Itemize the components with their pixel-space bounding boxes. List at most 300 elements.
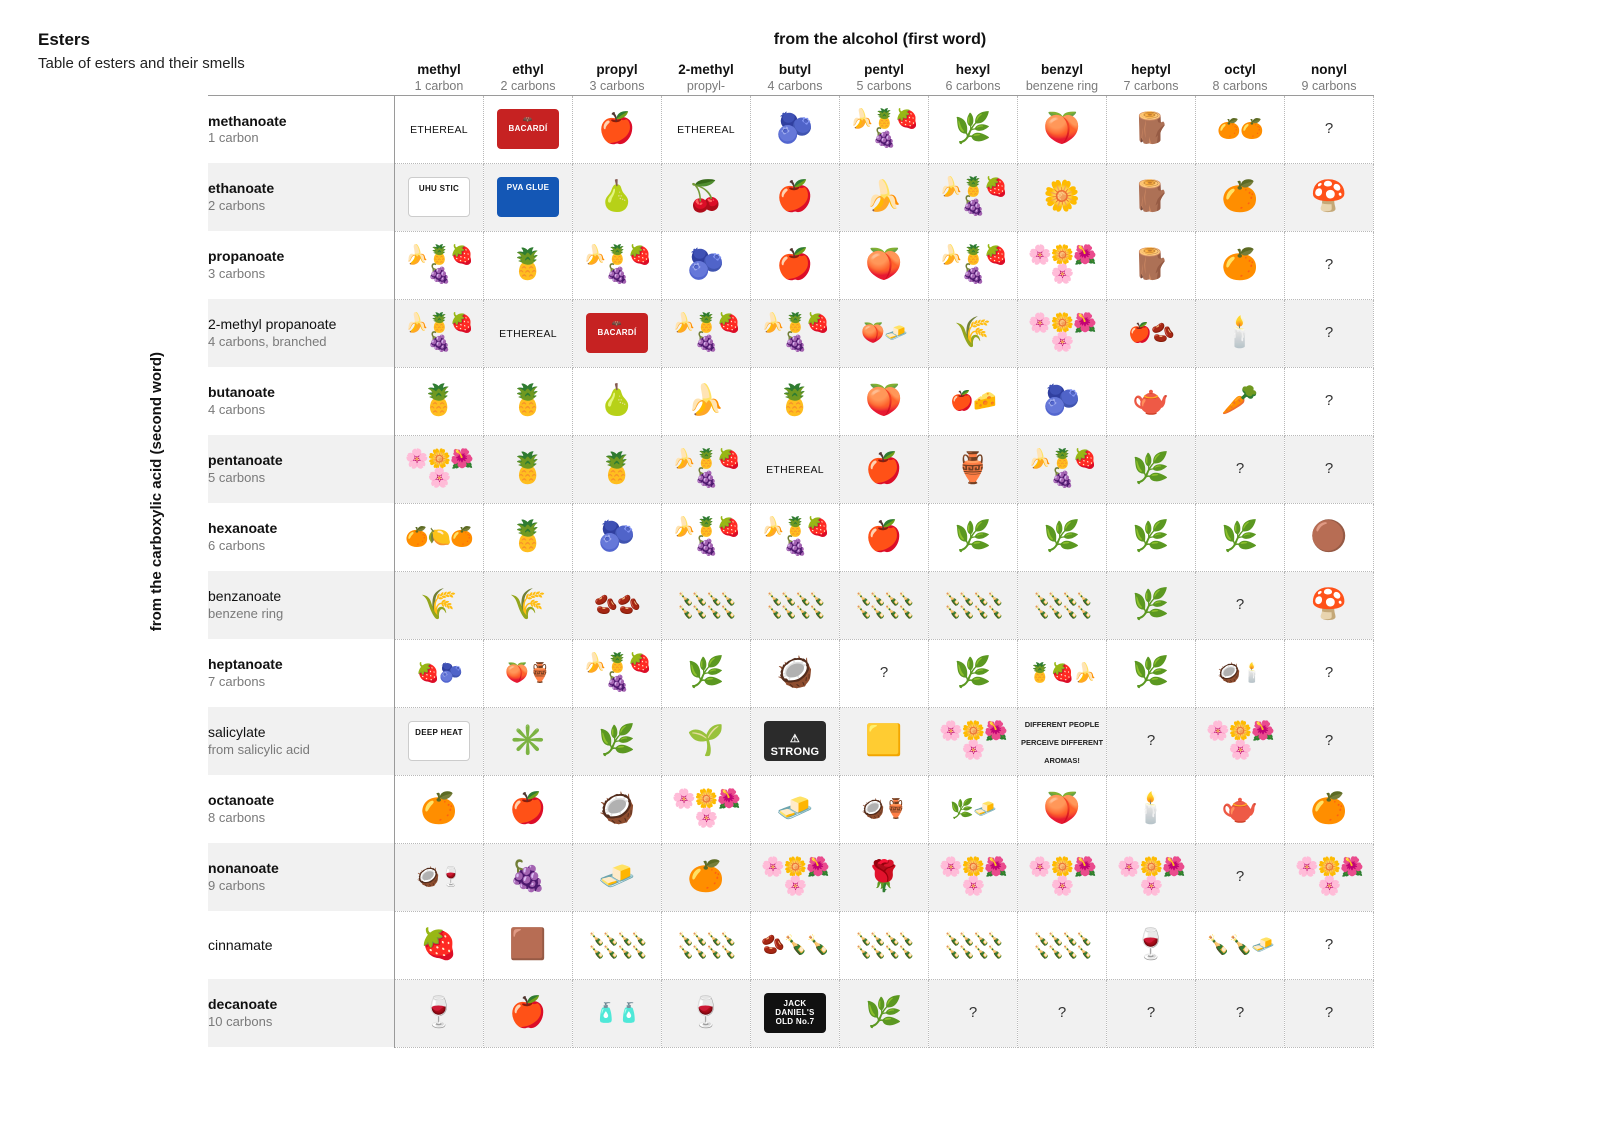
whisky-jug-icon: 🏺 <box>954 452 992 485</box>
green-leaf-icon: 🌿 <box>1132 588 1170 621</box>
berries-icon: 🍓🫐 <box>416 662 462 684</box>
table-row <box>208 231 1374 299</box>
fruit-mix-icon: 🍌🍍🍓🍇 <box>405 313 473 353</box>
cell-octanoate-propyl <box>573 775 662 843</box>
unknown-marker: ? <box>1324 936 1334 953</box>
cell-hexanoate-heptyl <box>1107 503 1196 571</box>
column-header-name: pentyl <box>864 62 904 77</box>
cell-heptanoate-propyl <box>573 639 662 707</box>
column-header-octyl <box>1196 62 1285 95</box>
butter-icon: 🧈 <box>776 792 814 825</box>
wintergreen-plant-icon: 🌱 <box>687 724 725 757</box>
cell-pentanoate-benzyl <box>1018 435 1107 503</box>
cell-methanoate-propyl <box>573 95 662 163</box>
vanilla-orchid-icon: 🌾 <box>420 588 458 621</box>
cell-propanoate-hexyl <box>929 231 1018 299</box>
cell-butanoate-ethyl <box>484 367 573 435</box>
cell-benzanoate-hexyl <box>929 571 1018 639</box>
cell-butanoate-heptyl <box>1107 367 1196 435</box>
deep-heat-icon: DEEP HEAT <box>408 721 470 761</box>
table-row <box>208 571 1374 639</box>
cell-butanoate-octyl <box>1196 367 1285 435</box>
ethereal-label: ETHEREAL <box>766 464 824 476</box>
green-leaf-icon: 🌿 <box>954 656 992 689</box>
pineapple-icon: 🍍 <box>509 248 547 281</box>
column-header-pentyl <box>840 62 929 95</box>
apricot-icon: 🍑 <box>865 248 903 281</box>
cell-salicylate-hexyl <box>929 707 1018 775</box>
apricot-icon: 🍑 <box>1043 112 1081 145</box>
cell-decanoate-pentyl <box>840 979 929 1047</box>
table-row <box>208 639 1374 707</box>
apricot-icon: 🍑 <box>1043 792 1081 825</box>
wood-log-icon: 🪵 <box>1132 112 1170 145</box>
cell-propanoate-octyl <box>1196 231 1285 299</box>
cell-hexanoate-benzyl <box>1018 503 1107 571</box>
cell-butanoate-methyl <box>395 367 484 435</box>
cell-butanoate-propyl <box>573 367 662 435</box>
row-header-salicylate <box>208 707 395 775</box>
cell-methanoate-2-methyl <box>662 95 751 163</box>
cell-nonanoate-octyl <box>1196 843 1285 911</box>
row-header-name: salicylate <box>208 724 266 741</box>
cell-benzanoate-heptyl <box>1107 571 1196 639</box>
cell-cinnamate-butyl <box>751 911 840 979</box>
candle-icon: 🕯️ <box>1221 316 1259 349</box>
cell-2-methyl-propanoate-benzyl <box>1018 299 1107 367</box>
unknown-marker: ? <box>1324 324 1334 341</box>
row-header-name: propanoate <box>208 248 285 265</box>
cell-methanoate-ethyl <box>484 95 573 163</box>
wine-bottles-icon: 🍾🍾🍾🍾 🍾🍾🍾🍾 <box>677 591 735 619</box>
cell-propanoate-butyl <box>751 231 840 299</box>
cell-decanoate-heptyl <box>1107 979 1196 1047</box>
flowers-icon: 🌸🌼🌺🌸 <box>1206 721 1274 761</box>
row-header-sub: 5 carbons <box>208 469 266 485</box>
row-header-propanoate <box>208 231 395 299</box>
cell-heptanoate-butyl <box>751 639 840 707</box>
cherry-icon: 🍒 <box>687 180 725 213</box>
cell-cinnamate-ethyl <box>484 911 573 979</box>
cell-hexanoate-2-methyl <box>662 503 751 571</box>
cell-pentanoate-methyl <box>395 435 484 503</box>
fruit-mix-icon: 🍌🍍🍓🍇 <box>761 517 829 557</box>
cell-methanoate-butyl <box>751 95 840 163</box>
cell-benzanoate-butyl <box>751 571 840 639</box>
column-header-butyl <box>751 62 840 95</box>
cell-propanoate-nonyl <box>1285 231 1374 299</box>
cell-nonanoate-methyl <box>395 843 484 911</box>
cell-decanoate-octyl <box>1196 979 1285 1047</box>
bacardi-logo: 🦇 BACARDÍ <box>497 109 559 149</box>
cell-hexanoate-butyl <box>751 503 840 571</box>
cell-ethanoate-propyl <box>573 163 662 231</box>
row-header-name: heptanoate <box>208 656 283 673</box>
flowers-icon: 🌸🌼🌺🌸 <box>1117 857 1185 897</box>
cell-pentanoate-heptyl <box>1107 435 1196 503</box>
jack-daniels-icon: JACK DANIEL'S OLD No.7 <box>764 993 826 1033</box>
cell-2-methyl-propanoate-nonyl <box>1285 299 1374 367</box>
cell-propanoate-benzyl <box>1018 231 1107 299</box>
cell-ethanoate-hexyl <box>929 163 1018 231</box>
row-header-sub: 3 carbons <box>208 265 266 281</box>
wine-glass-icon: 🍷 <box>1132 928 1170 961</box>
candle-icon: 🕯️ <box>1132 792 1170 825</box>
fruit-mix-icon: 🍌🍍🍓🍇 <box>939 177 1007 217</box>
ethereal-label: ETHEREAL <box>410 124 468 136</box>
cell-propanoate-propyl <box>573 231 662 299</box>
apple-cheese-icon: 🍎🧀 <box>950 390 996 412</box>
flowers-icon: 🌸🌼🌺🌸 <box>1028 313 1096 353</box>
cell-salicylate-heptyl <box>1107 707 1196 775</box>
column-header-name: propyl <box>596 62 638 77</box>
column-header-name: methyl <box>417 62 461 77</box>
column-header-name: 2-methyl <box>678 62 734 77</box>
row-header-decanoate <box>208 979 395 1047</box>
cell-methanoate-pentyl <box>840 95 929 163</box>
unknown-marker: ? <box>968 1004 978 1021</box>
row-header-cinnamate <box>208 911 395 979</box>
bottles-butter-icon: 🍾🍾🧈 <box>1206 934 1274 956</box>
cocoa-wine-icon: 🫘🍾🍾 <box>761 934 829 956</box>
orange-icon: 🍊 <box>1221 248 1259 281</box>
cell-nonanoate-ethyl <box>484 843 573 911</box>
column-header-heptyl <box>1107 62 1196 95</box>
ethereal-label: ETHEREAL <box>677 124 735 136</box>
row-header-sub: 6 carbons <box>208 537 266 553</box>
column-header-sub: 3 carbons <box>589 78 645 93</box>
cell-methanoate-methyl <box>395 95 484 163</box>
column-header-sub: 4 carbons <box>767 78 823 93</box>
column-header-row <box>208 62 1374 95</box>
cell-nonanoate-2-methyl <box>662 843 751 911</box>
cell-ethanoate-2-methyl <box>662 163 751 231</box>
cell-butanoate-nonyl <box>1285 367 1374 435</box>
uhu-glue-icon: UHU STIC <box>408 177 470 217</box>
cell-nonanoate-nonyl <box>1285 843 1374 911</box>
orange-icon: 🍊 <box>1221 180 1259 213</box>
cell-hexanoate-ethyl <box>484 503 573 571</box>
row-header-butanoate <box>208 367 395 435</box>
cell-2-methyl-propanoate-pentyl <box>840 299 929 367</box>
cell-decanoate-benzyl <box>1018 979 1107 1047</box>
flowers-icon: 🌸🌼🌺🌸 <box>939 721 1007 761</box>
blackberry-icon: 🫐 <box>598 520 636 553</box>
cell-salicylate-methyl <box>395 707 484 775</box>
cell-decanoate-butyl <box>751 979 840 1047</box>
row-header-sub: 4 carbons <box>208 401 266 417</box>
cell-nonanoate-heptyl <box>1107 843 1196 911</box>
citrus-fruit-icon: 🍊🍋🍊 <box>405 526 473 548</box>
apricot-jug-icon: 🍑🏺 <box>505 662 551 684</box>
cell-hexanoate-pentyl <box>840 503 929 571</box>
cinnamon-icon: 🟫 <box>509 928 547 961</box>
cell-salicylate-propyl <box>573 707 662 775</box>
cell-2-methyl-propanoate-hexyl <box>929 299 1018 367</box>
cell-methanoate-octyl <box>1196 95 1285 163</box>
fruit-mix-icon: 🍌🍍🍓🍇 <box>672 449 740 489</box>
cell-benzanoate-ethyl <box>484 571 573 639</box>
cell-decanoate-ethyl <box>484 979 573 1047</box>
row-header-sub: 1 carbon <box>208 129 259 145</box>
cell-hexanoate-octyl <box>1196 503 1285 571</box>
grid-corner <box>208 62 395 95</box>
fruit-mix-icon: 🍌🍍🍓🍇 <box>405 245 473 285</box>
column-header-propyl <box>573 62 662 95</box>
cell-salicylate-2-methyl <box>662 707 751 775</box>
cell-pentanoate-nonyl <box>1285 435 1374 503</box>
unknown-marker: ? <box>1324 460 1334 477</box>
wood-log-icon: 🪵 <box>1132 180 1170 213</box>
cell-nonanoate-butyl <box>751 843 840 911</box>
cell-2-methyl-propanoate-butyl <box>751 299 840 367</box>
grapes-icon: 🍇 <box>509 860 547 893</box>
wine-bottles-icon: 🍾🍾🍾🍾 🍾🍾🍾🍾 <box>677 931 735 959</box>
wine-bottles-icon: 🍾🍾🍾🍾 🍾🍾🍾🍾 <box>855 931 913 959</box>
oil-bottles-icon: 🧴🧴 <box>594 1002 640 1024</box>
cell-hexanoate-propyl <box>573 503 662 571</box>
wood-log-icon: 🪵 <box>1132 248 1170 281</box>
cell-butanoate-butyl <box>751 367 840 435</box>
straw-bale-icon: 🟨 <box>865 724 903 757</box>
cell-methanoate-nonyl <box>1285 95 1374 163</box>
row-header-benzanoate <box>208 571 395 639</box>
row-header-name: nonanoate <box>208 860 279 877</box>
cell-benzanoate-nonyl <box>1285 571 1374 639</box>
unknown-marker: ? <box>1324 664 1334 681</box>
apricot-butter-icon: 🍑🧈 <box>861 322 907 344</box>
cell-octanoate-ethyl <box>484 775 573 843</box>
cell-decanoate-nonyl <box>1285 979 1374 1047</box>
cell-nonanoate-pentyl <box>840 843 929 911</box>
green-leaf-icon: 🌿 <box>954 520 992 553</box>
pineapple-icon: 🍍 <box>509 520 547 553</box>
table-row <box>208 775 1374 843</box>
cell-benzanoate-propyl <box>573 571 662 639</box>
row-header-name: ethanoate <box>208 180 275 197</box>
cell-benzanoate-2-methyl <box>662 571 751 639</box>
table-row <box>208 435 1374 503</box>
mushroom-icon: 🍄 <box>1310 180 1348 213</box>
cell-decanoate-methyl <box>395 979 484 1047</box>
cell-cinnamate-2-methyl <box>662 911 751 979</box>
green-tea-icon: 🫖 <box>1221 792 1259 825</box>
cell-nonanoate-propyl <box>573 843 662 911</box>
row-header-sub: 4 carbons, branched <box>208 333 327 349</box>
plum-icon: 🫐 <box>1043 384 1081 417</box>
column-axis-title: from the alcohol (first word) <box>773 31 987 48</box>
cell-octanoate-hexyl <box>929 775 1018 843</box>
wine-bottles-icon: 🍾🍾🍾🍾 🍾🍾🍾🍾 <box>944 931 1002 959</box>
cell-heptanoate-heptyl <box>1107 639 1196 707</box>
orange-icon: 🍊 <box>420 792 458 825</box>
row-header-name: benzanoate <box>208 588 282 605</box>
flowers-icon: 🌸🌼🌺🌸 <box>405 449 473 489</box>
cell-pentanoate-ethyl <box>484 435 573 503</box>
cell-octanoate-methyl <box>395 775 484 843</box>
column-header-name: benzyl <box>1040 62 1083 77</box>
column-header-2-methyl <box>662 62 751 95</box>
cell-2-methyl-propanoate-heptyl <box>1107 299 1196 367</box>
different-people-note: DIFFERENT PEOPLE PERCEIVE DIFFERENT AROMAS! <box>1020 720 1104 765</box>
column-header-name: butyl <box>778 62 812 77</box>
cell-2-methyl-propanoate-ethyl <box>484 299 573 367</box>
unknown-marker: ? <box>1324 256 1334 273</box>
column-header-benzyl <box>1018 62 1107 95</box>
column-header-sub: propyl- <box>686 78 726 93</box>
cell-heptanoate-2-methyl <box>662 639 751 707</box>
row-header-ethanoate <box>208 163 395 231</box>
cell-salicylate-pentyl <box>840 707 929 775</box>
column-header-name: octyl <box>1224 62 1256 77</box>
cell-salicylate-nonyl <box>1285 707 1374 775</box>
cell-benzanoate-pentyl <box>840 571 929 639</box>
cell-hexanoate-hexyl <box>929 503 1018 571</box>
cell-ethanoate-octyl <box>1196 163 1285 231</box>
green-leaf-icon: 🌿 <box>954 112 992 145</box>
cell-butanoate-benzyl <box>1018 367 1107 435</box>
wine-bottles-icon: 🍾🍾🍾🍾 🍾🍾🍾🍾 <box>855 591 913 619</box>
orange-grapefruit-icon: 🍊🍊 <box>1217 118 1263 140</box>
apple-icon: 🍎 <box>776 248 814 281</box>
column-header-sub: 5 carbons <box>856 78 912 93</box>
row-header-name: hexanoate <box>208 520 278 537</box>
table-row <box>208 979 1374 1047</box>
column-header-name: ethyl <box>512 62 544 77</box>
cell-butanoate-2-methyl <box>662 367 751 435</box>
column-header-sub: 2 carbons <box>500 78 556 93</box>
cell-pentanoate-propyl <box>573 435 662 503</box>
cell-propanoate-pentyl <box>840 231 929 299</box>
pineapple-icon: 🍍 <box>776 384 814 417</box>
column-header-hexyl <box>929 62 1018 95</box>
green-leaf-butter-icon: 🌿🧈 <box>950 798 996 820</box>
cell-methanoate-benzyl <box>1018 95 1107 163</box>
column-header-name: hexyl <box>955 62 991 77</box>
table-row <box>208 843 1374 911</box>
unknown-marker: ? <box>1324 120 1334 137</box>
column-header-sub: 9 carbons <box>1301 78 1357 93</box>
cell-salicylate-octyl <box>1196 707 1285 775</box>
star-anise-icon: ✳️ <box>509 724 547 757</box>
cell-octanoate-2-methyl <box>662 775 751 843</box>
cell-2-methyl-propanoate-octyl <box>1196 299 1285 367</box>
row-header-octanoate <box>208 775 395 843</box>
table-row <box>208 299 1374 367</box>
cell-heptanoate-hexyl <box>929 639 1018 707</box>
cell-hexanoate-methyl <box>395 503 484 571</box>
cell-pentanoate-hexyl <box>929 435 1018 503</box>
cell-cinnamate-heptyl <box>1107 911 1196 979</box>
wine-glass-icon: 🍷 <box>687 996 725 1029</box>
cell-octanoate-nonyl <box>1285 775 1374 843</box>
coconut-icon: 🥥 <box>776 656 814 689</box>
row-header-hexanoate <box>208 503 395 571</box>
row-header-sub: 9 carbons <box>208 877 266 893</box>
coconut-jug-icon: 🥥🏺 <box>861 798 907 820</box>
mushroom-icon: 🍄 <box>1310 588 1348 621</box>
cell-octanoate-benzyl <box>1018 775 1107 843</box>
ethereal-label: ETHEREAL <box>499 328 557 340</box>
fruit-pineapple-icon: 🍍🍓🍌 <box>1028 662 1096 684</box>
cell-ethanoate-methyl <box>395 163 484 231</box>
green-tea-icon: 🫖 <box>1132 384 1170 417</box>
cell-decanoate-propyl <box>573 979 662 1047</box>
mint-icon: 🌿 <box>598 724 636 757</box>
cell-heptanoate-benzyl <box>1018 639 1107 707</box>
row-header-2-methyl-propanoate <box>208 299 395 367</box>
apple-icon: 🍎 <box>509 996 547 1029</box>
unknown-marker: ? <box>1146 732 1156 749</box>
cell-heptanoate-methyl <box>395 639 484 707</box>
cell-octanoate-heptyl <box>1107 775 1196 843</box>
cell-salicylate-butyl <box>751 707 840 775</box>
fruit-mix-icon: 🍌🍍🍓🍇 <box>583 653 651 693</box>
unknown-marker: ? <box>1057 1004 1067 1021</box>
pva-glue-icon: PVA GLUE <box>497 177 559 217</box>
green-leaf-icon: 🌿 <box>1132 656 1170 689</box>
green-leaf-icon: 🌿 <box>1043 520 1081 553</box>
pear-icon: 🍐 <box>598 384 636 417</box>
green-leaf-icon: 🌿 <box>1132 452 1170 485</box>
column-header-sub: 8 carbons <box>1212 78 1268 93</box>
pineapple-icon: 🍍 <box>509 384 547 417</box>
fruit-mix-icon: 🍌🍍🍓🍇 <box>1028 449 1096 489</box>
row-header-sub: benzene ring <box>208 605 284 621</box>
dates-icon: 🫘🫘 <box>594 594 640 616</box>
apple-icon: 🍎 <box>776 180 814 213</box>
row-header-name: methanoate <box>208 112 287 129</box>
cell-heptanoate-ethyl <box>484 639 573 707</box>
coconut-icon: 🥥 <box>598 792 636 825</box>
cell-hexanoate-nonyl <box>1285 503 1374 571</box>
vanilla-orchid-icon: 🌾 <box>509 588 547 621</box>
raspberry-icon: 🫐 <box>776 112 814 145</box>
pineapple-icon: 🍍 <box>598 452 636 485</box>
cell-pentanoate-octyl <box>1196 435 1285 503</box>
cell-nonanoate-hexyl <box>929 843 1018 911</box>
apricot-icon: 🍑 <box>865 384 903 417</box>
fruit-mix-icon: 🍌🍍🍓🍇 <box>939 245 1007 285</box>
unknown-marker: ? <box>1324 392 1334 409</box>
row-header-name: 2-methyl propanoate <box>208 316 337 333</box>
cell-butanoate-pentyl <box>840 367 929 435</box>
cell-pentanoate-butyl <box>751 435 840 503</box>
flowers-icon: 🌸🌼🌺🌸 <box>1295 857 1363 897</box>
cell-propanoate-ethyl <box>484 231 573 299</box>
fruit-mix-icon: 🍌🍍🍓🍇 <box>672 517 740 557</box>
fruit-mix-icon: 🍌🍍🍓🍇 <box>672 313 740 353</box>
cell-ethanoate-butyl <box>751 163 840 231</box>
row-header-name: octanoate <box>208 792 275 809</box>
cell-benzanoate-benzyl <box>1018 571 1107 639</box>
cell-2-methyl-propanoate-methyl <box>395 299 484 367</box>
cell-pentanoate-pentyl <box>840 435 929 503</box>
cell-decanoate-hexyl <box>929 979 1018 1047</box>
unknown-marker: ? <box>879 664 889 681</box>
cell-propanoate-methyl <box>395 231 484 299</box>
cell-salicylate-benzyl <box>1018 707 1107 775</box>
column-header-name: nonyl <box>1311 62 1347 77</box>
coconut-candle-icon: 🥥🕯️ <box>1217 662 1263 684</box>
apple-icon: 🍎 <box>509 792 547 825</box>
cell-cinnamate-methyl <box>395 911 484 979</box>
cell-methanoate-hexyl <box>929 95 1018 163</box>
strong-warning-icon: ⚠ STRONG <box>764 721 826 761</box>
table-row <box>208 163 1374 231</box>
row-header-name: decanoate <box>208 996 278 1013</box>
column-header-sub: 7 carbons <box>1123 78 1179 93</box>
